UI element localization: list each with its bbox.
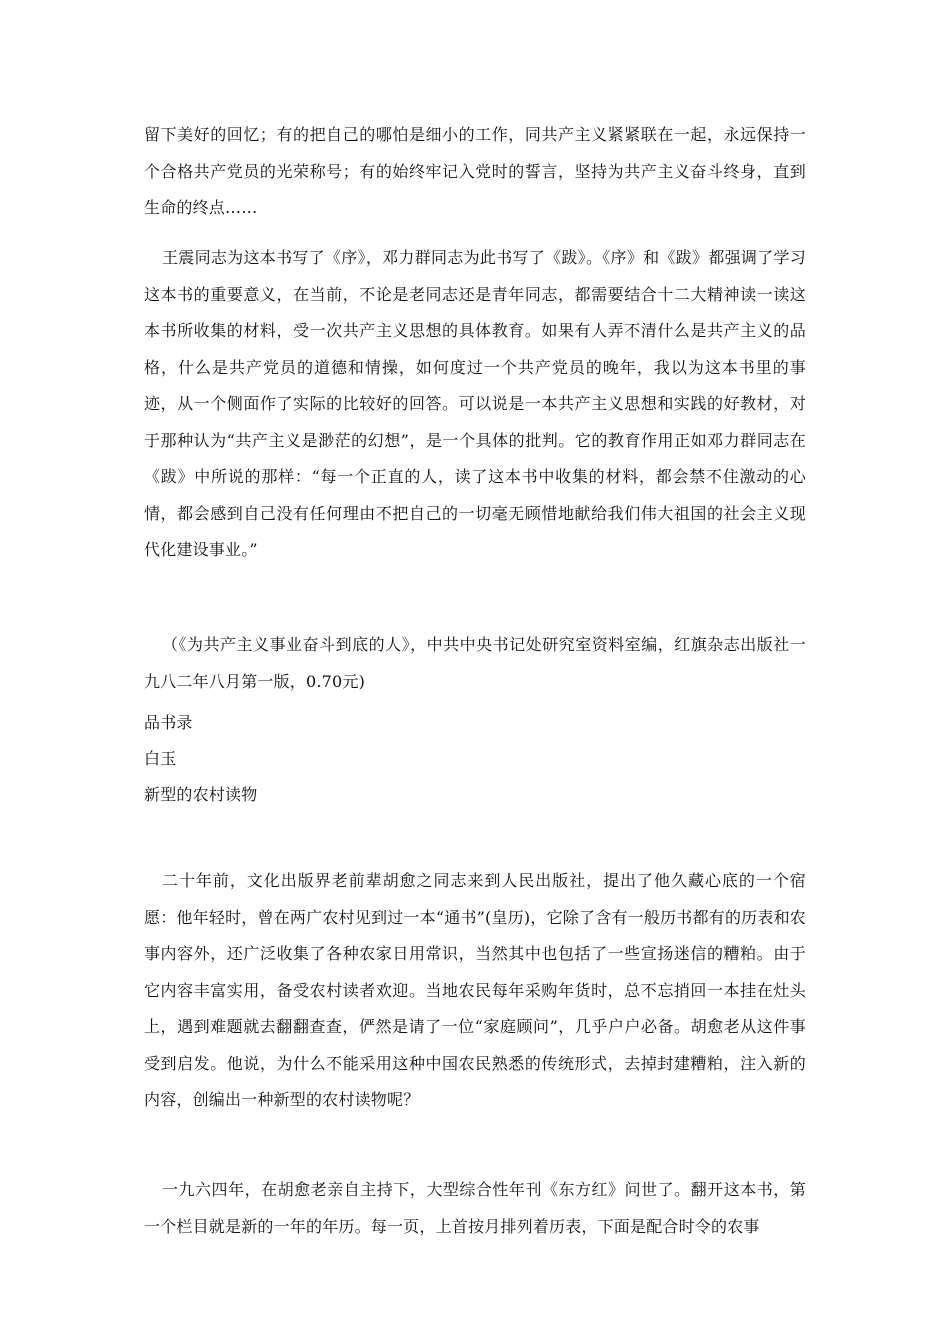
preface-paragraph-block [144, 240, 806, 569]
article-header [144, 705, 806, 813]
article-author: 白玉 [144, 749, 177, 768]
article-paragraph-block-1 [144, 863, 806, 1119]
article-title: 新型的农村读物 [144, 785, 258, 804]
book-citation: （《为共产主义事业奋斗到底的人》，中共中央书记处研究室资料室编，红旗杂志出版社一九八二年八月第一版，0.70元) [144, 635, 806, 691]
continued-paragraph: 留下美好的回忆；有的把自己的哪怕是细小的工作，同共产主义紧紧联在一起，永远保持一个合格共产党员的光荣称号；有的始终牢记入党时的誓言，坚持为共产主义奋斗终身，直到生命的终点…… [144, 125, 806, 217]
article-paragraph: 二十年前，文化出版界老前辈胡愈之同志来到人民出版社，提出了他久藏心底的一个宿愿：他年轻时，曾在两广农村见到过一本“通书”(皇历)，它除了含有一般历书都有的历表和农事内容外，还广泛收集了各种农家日用常识，当然其中也包括了一些宣扬迷信的糟粕。由于它内容丰富实用，备受农村读者欢迎。当地农民每年采购年货时，总不忘捎回一本挂在灶头上，遇到难题就去翻翻查查，俨然是请了一位“家庭顾问”，几乎户户必备。胡愈老从这件事受到启发。他说，为什么不能采用这种中国农民熟悉的传统形式，去掉封建糟粕，注入新的内容，创编出一种新型的农村读物呢？ [144, 871, 806, 1109]
citation-block [144, 627, 806, 700]
article-paragraph: 一九六四年，在胡愈老亲自主持下，大型综合性年刊《东方红》问世了。翻开这本书，第一个栏目就是新的一年的年历。每一页，上首按月排列着历表，下面是配合时令的农事 [144, 1180, 806, 1236]
preface-paragraph: 王震同志为这本书写了《序》，邓力群同志为此书写了《跋》。《序》和《跋》都强调了学习这本书的重要意义，在当前，不论是老同志还是青年同志，都需要结合十二大精神读一读这本书所收集的材料，受一次共产主义思想的具体教育。如果有人弄不清什么是共产主义的品格，什么是共产党员的道德和情操，如何度过一个共产党员的晚年，我以为这本书里的事迹，从一个侧面作了实际的比较好的回答。可以说是一本共产主义思想和实践的好教材，对于那种认为“共产主义是渺茫的幻想”，是一个具体的批判。它的教育作用正如邓力群同志在《跋》中所说的那样：“每一个正直的人，读了这本书中收集的材料，都会禁不住激动的心情，都会感到自己没有任何理由不把自己的一切毫无顾惜地献给我们伟大祖国的社会主义现代化建设事业。” [144, 248, 806, 559]
continued-paragraph-block [144, 117, 806, 227]
article-paragraph-block-2 [144, 1172, 806, 1245]
column-name: 品书录 [144, 713, 193, 732]
